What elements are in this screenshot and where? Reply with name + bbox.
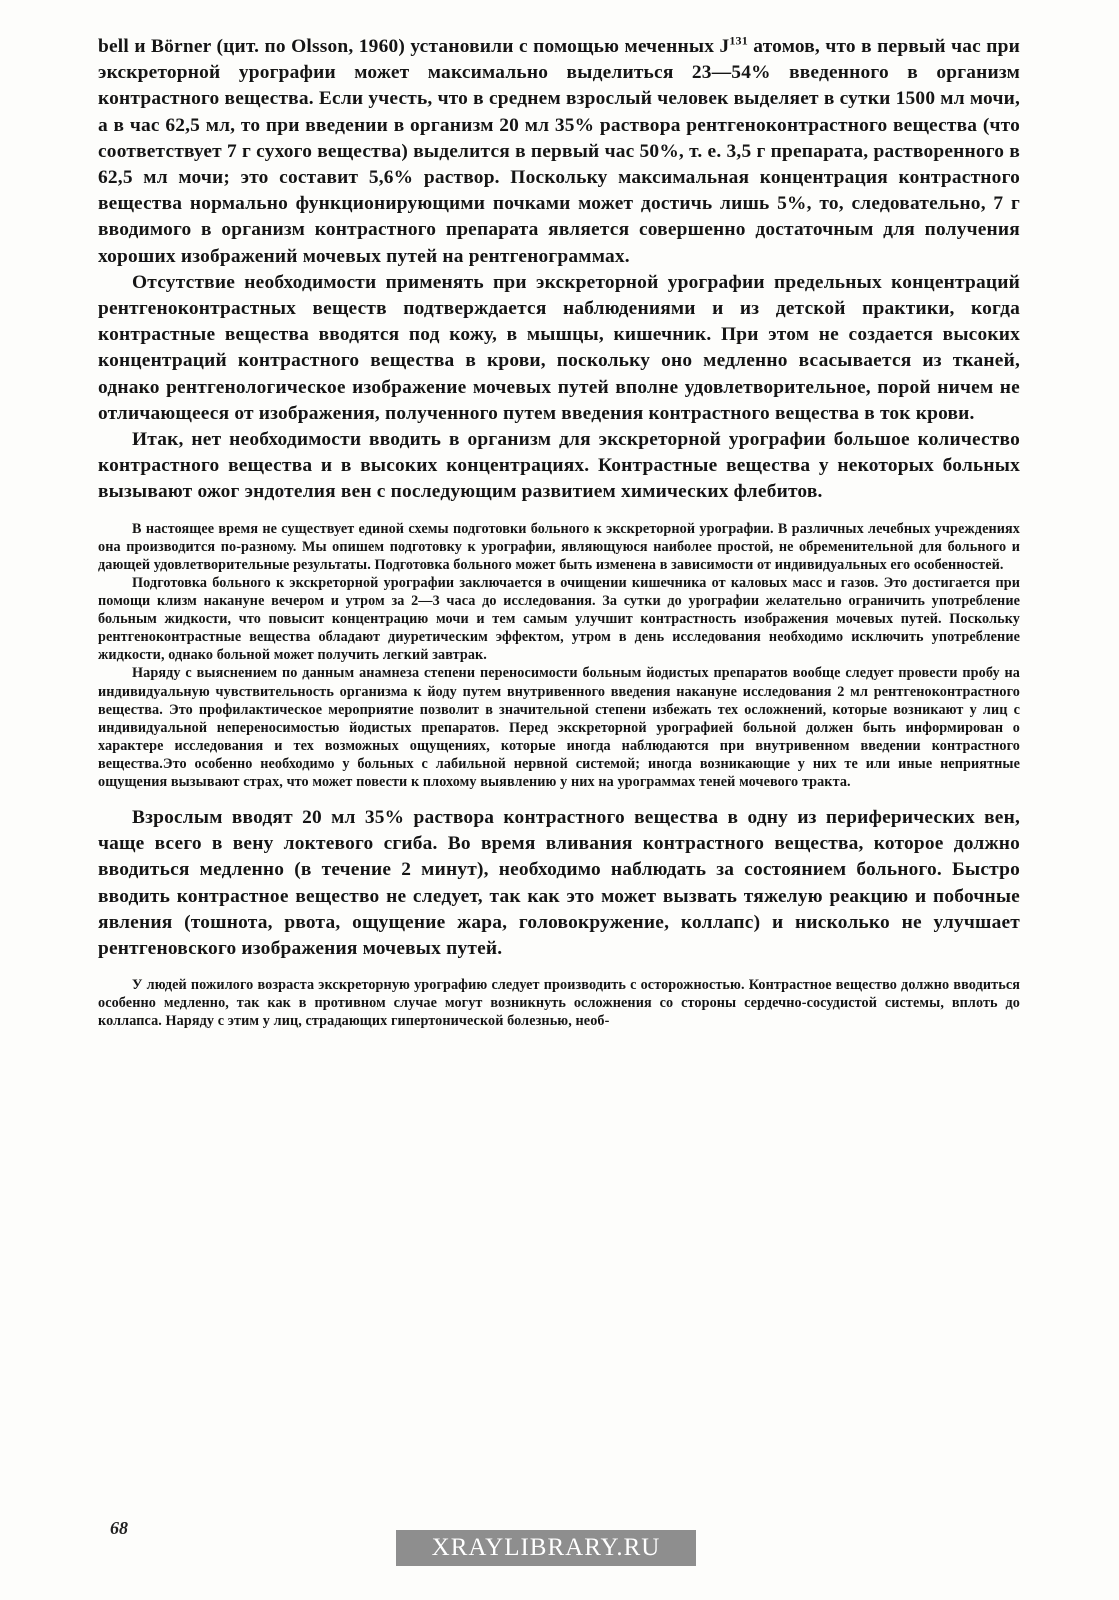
small-paragraph-2: Подготовка больного к экскреторной урографии заключается в очищении кишечника от каловых масс и газов. Это достигается при помощи клизм накануне вечером и утром за 2—3 часа до исследования. За сутки до урографии желательно ограничить употребление больным жидкости, что повысит концентрацию мочи и тем самым улучшит контрастность изображения мочевых путей. Поскольку рентгеноконтрастные вещества обладают диуретическим эффектом, утром в день исследования необходимо исключить употребление жидкости, однако больной может получить легкий завтрак. [98, 574, 1020, 664]
watermark: XRAYLIBRARY.RU [396, 1530, 696, 1566]
small-paragraph-3: Наряду с выяснением по данным анамнеза степени переносимости больным йодистых препаратов вообще следует провести пробу на индивидуальную чувствительность организма к йоду путем внутривенного введения накануне исследования 2 мл рентгеноконтрастного вещества. Это профилактическое мероприятие позволит в значительной степени избежать тех осложнений, которые возникают у лиц с индивидуальной непереносимостью йодистых препаратов. Перед экскреторной урографией больной должен быть информирован о характере исследования и тех возможных ощущениях, которые иногда наблюдаются при внутривенном введении контрастного вещества.Это особенно необходимо у больных с лабильной нервной системой; иногда возникающие у них те или иные неприятные ощущения вызывают страх, что может повести к плохому выявлению у них на урограммах теней мочевого тракта. [98, 665, 1020, 790]
paragraph-1-start: bell и Börner (цит. по Olsson, 1960) установили с помощью меченных J [98, 36, 730, 57]
paragraph-4: Взрослым вводят 20 мл 35% раствора контрастного вещества в одну из периферических вен, чаще всего в вену локтевого сгиба. Во время вливания контрастного вещества, которое должно вводиться медленно (в течение 2 минут), необходимо наблюдать за состоянием больного. Быстро вводить контрастное вещество не следует, так как это может вызвать тяжелую реакцию и побочные явления (тошнота, рвота, ощущение жара, головокружение, коллапс) и нисколько не улучшает рентгеновского изображения мочевых путей. [98, 807, 1020, 960]
page-number: 68 [110, 1518, 128, 1538]
small-paragraph-4: У людей пожилого возраста экскреторную урографию следует производить с осторожностью. Контрастное вещество должно вводиться особенно медленно, так как в противном случае могут возникнуть осложнения со стороны сердечно-сосудистой системы, вплоть до коллапса. Наряду с этим у лиц, страдающих гипертонической болезнью, необ- [98, 977, 1020, 1030]
paragraph-2: Отсутствие необходимости применять при экскреторной урографии предельных концентраций рентгеноконтрастных веществ подтверждается наблюдениями и из детской практики, когда контрастные вещества вводятся под кожу, в мышцы, кишечник. При этом не создается высоких концентраций контрастного вещества в крови, поскольку оно медленно всасывается из тканей, однако рентгенологическое изображение мочевых путей вполне удовлетворительное, порой ничем не отличающееся от изображения, полученного путем введения контрастного вещества в ток крови. [98, 271, 1020, 424]
paragraph-3: Итак, нет необходимости вводить в организм для экскреторной урографии большое количество контрастного вещества и в высоких концентрациях. Контрастные вещества у некоторых больных вызывают ожог эндотелия вен с последующим развитием химических флебитов. [98, 429, 1020, 503]
small-paragraph-1: В настоящее время не существует единой схемы подготовки больного к экскреторной урографии. В различных лечебных учреждениях она производится по-разному. Мы опишем подготовку к урографии, являющуюся наиболее простой, не обременительной для больного и дающей удовлетворительные результаты. Подготовка больного может быть изменена в зависимости от индивидуальных его особенностей. [98, 520, 1020, 573]
isotope-superscript: 131 [729, 33, 748, 48]
page-content [98, 34, 1020, 1031]
paragraph-1-rest: атомов, что в первый час при экскреторной урографии может максимально выделиться 23—54% введенного в организм контрастного вещества. Если учесть, что в среднем взрослый человек выделяет в сутки 1500 мл мочи, а в час 62,5 мл, то при введении в организм 20 мл 35% раствора рентгеноконтрастного вещества (что соответствует 7 г сухого вещества) выделится в первый час 50%, т. е. 3,5 г препарата, растворенного в 62,5 мл мочи; это составит 5,6% раствор. Поскольку максимальная концентрация контрастного вещества нормально функционирующими почками может достичь лишь 5%, то, следовательно, 7 г вводимого в организм контрастного препарата является совершенно достаточным для получения хороших изображений мочевых путей на рентгенограммах. [98, 36, 1020, 267]
paragraph-1 [98, 34, 1020, 270]
